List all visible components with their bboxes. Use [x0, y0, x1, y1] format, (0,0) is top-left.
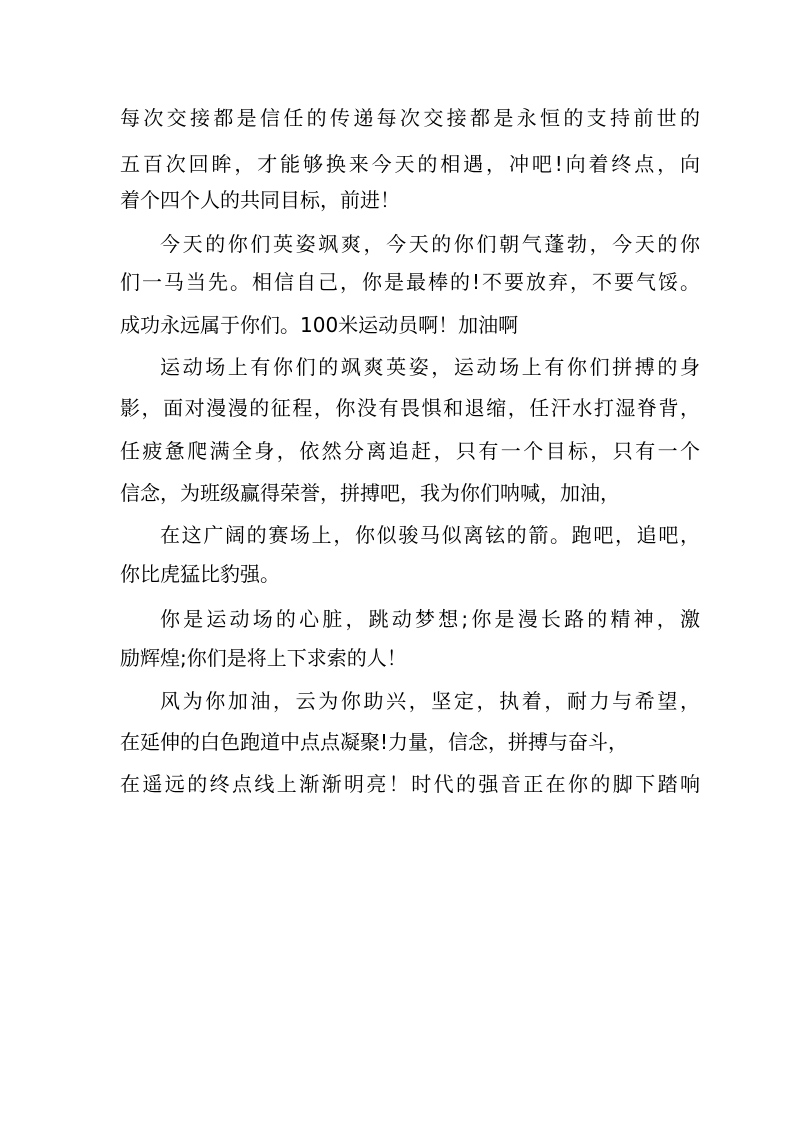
text-line: 你比虎猛比豹强。 [120, 562, 280, 586]
text-line: 五百次回眸，才能够换来今天的相遇，冲吧!向着终点，向 [120, 152, 700, 176]
text-line: 信念，为班级赢得荣誉，拼搏吧，我为你们呐喊，加油， [120, 481, 620, 505]
text-line: 成功永远属于你们。100米运动员啊！加油啊 [120, 313, 519, 337]
text-line: 每次交接都是信任的传递每次交接都是永恒的支持前世的 [120, 106, 700, 130]
text-line: 在这广阔的赛场上，你似骏马似离铉的箭。跑吧，追吧， [160, 523, 700, 547]
text-line: 影，面对漫漫的征程，你没有畏惧和退缩，任汗水打湿脊背， [120, 396, 700, 420]
text-line: 在遥远的终点线上渐渐明亮！时代的强音正在你的脚下踏响 [120, 772, 700, 796]
text-line: 任疲惫爬满全身，依然分离追赶，只有一个目标，只有一个 [120, 439, 700, 463]
text-line: 们一马当先。相信自己，你是最棒的!不要放弃，不要气馁。 [120, 270, 700, 294]
text-line: 你是运动场的心脏，跳动梦想;你是漫长路的精神，激 [160, 607, 700, 631]
text-line: 运动场上有你们的飒爽英姿，运动场上有你们拼搏的身 [160, 355, 700, 379]
text-line: 风为你加油，云为你助兴，坚定，执着，耐力与希望， [160, 689, 700, 713]
text-line: 着个四个人的共同目标，前进！ [120, 188, 400, 212]
text-line: 励辉煌;你们是将上下求索的人！ [120, 646, 407, 670]
text-line: 今天的你们英姿飒爽，今天的你们朝气蓬勃，今天的你 [160, 232, 700, 256]
text-line: 在延伸的白色跑道中点点凝聚!力量，信念，拼搏与奋斗， [120, 730, 629, 754]
